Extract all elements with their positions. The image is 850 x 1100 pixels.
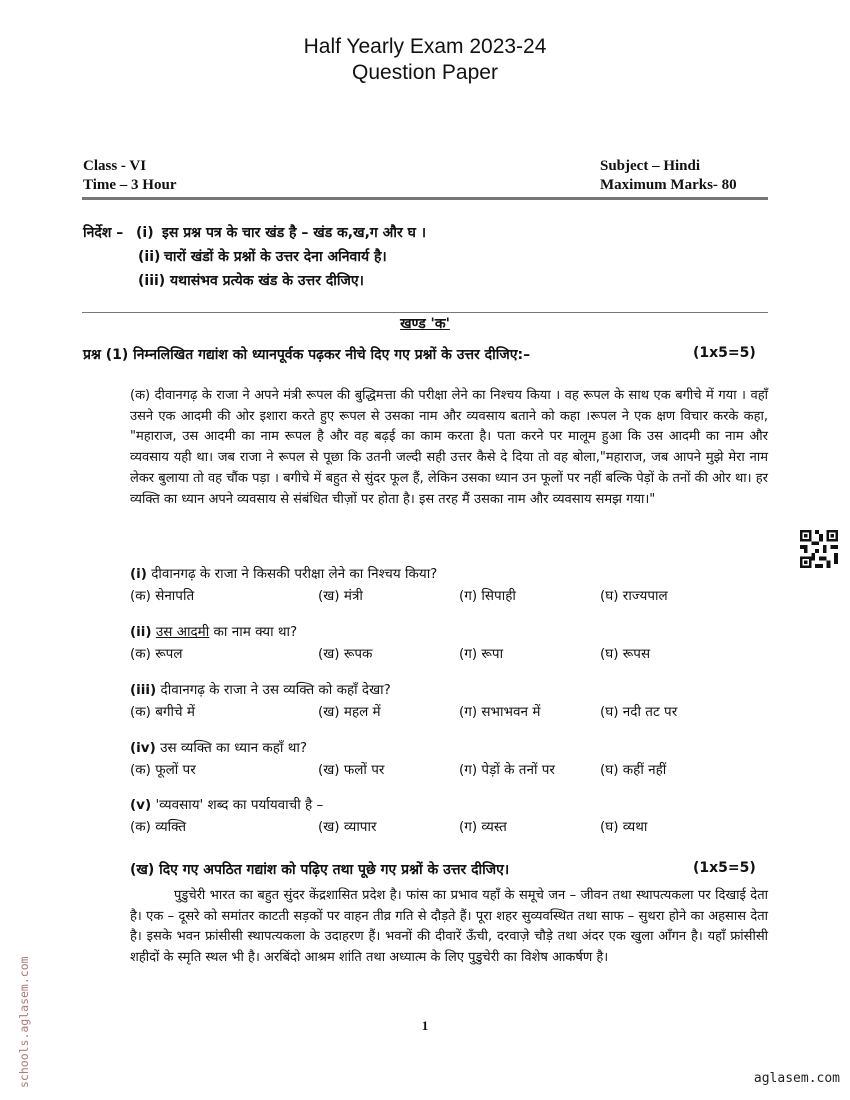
option-ka: (क) व्यक्ति	[130, 819, 187, 835]
option-ga: (ग) सभाभवन में	[459, 704, 541, 720]
time-label: Time – 3 Hour	[83, 177, 177, 193]
question-text: का नाम क्या था?	[209, 624, 298, 640]
header-divider	[82, 197, 768, 200]
question-ii	[130, 622, 297, 642]
question-number: (iv)	[130, 740, 156, 756]
question-1-marks: (1x5=5)	[693, 345, 756, 361]
option-ga: (ग) रूपा	[459, 646, 504, 662]
question-text: उस व्यक्ति का ध्यान कहाँ था?	[160, 740, 308, 756]
option-gha: (घ) रूपस	[600, 646, 651, 662]
option-ka: (क) फूलों पर	[130, 762, 196, 778]
option-ga: (ग) सिपाही	[459, 588, 516, 604]
option-kha: (ख) रूपक	[318, 646, 373, 662]
option-ga: (ग) व्यस्त	[459, 819, 507, 835]
subject-label: Subject – Hindi	[600, 158, 701, 174]
exam-subtitle: Question Paper	[352, 61, 498, 84]
option-ka: (क) रूपल	[130, 646, 183, 662]
option-ka: (क) सेनापति	[130, 588, 195, 604]
page-number: 1	[421, 1018, 429, 1033]
question-number: (ii)	[130, 624, 152, 640]
question-i	[130, 564, 437, 584]
instruction-i: इस प्रश्न पत्र के चार खंड है – खंड क,ख,ग और घ ।	[162, 225, 427, 241]
option-gha: (घ) कहीं नहीं	[600, 762, 667, 778]
side-watermark	[8, 900, 38, 1090]
passage-a: (क) दीवानगढ़ के राजा ने अपने मंत्री रूपल की बुद्धिमत्ता की परीक्षा लेने का निश्चय किया । वह रूपल के साथ एक बगीचे में गया । वहाँ उसने एक आदमी की ओर इशारा करते हुए रूपल से उसका नाम और व्यवसाय बताने को कहा ।रूपल ने एक क्षण विचार करके कहा, "महाराज, उस आदमी का नाम रूपल है और वह बढ़ई का काम करता है। पता करने पर मालूम हुआ कि उस आदमी का नाम और व्यवसाय यही था। जब राजा ने रूपल से पूछा कि उतनी जल्दी सही उत्तर कैसे दे दिया तो वह बोला,"महाराज, जब आपने मुझे मेरा नाम लेकर बुलाया तो वह चौंक पड़ा । बगीचे में बहुत से सुंदर फूल हैं, लेकिन उसका ध्यान उन फूलों पर नहीं बल्कि पेड़ों के तनों की ओर था। हर व्यक्ति का ध्यान अपने व्यवसाय से संबंधित चीज़ों पर होता है। इस तरह मैं उसका नाम और व्यवसाय समझ गया।"	[130, 388, 768, 507]
instruction-ii: चारों खंडों के प्रश्नों के उत्तर देना अनिवार्य है।	[164, 249, 387, 265]
question-number: (iii)	[130, 682, 157, 698]
option-gha: (घ) व्यथा	[600, 819, 648, 835]
question-number: (v)	[130, 797, 152, 813]
question-text: दीवानगढ़ के राजा ने किसकी परीक्षा लेने का निश्चय किया?	[151, 566, 438, 582]
question-v	[130, 795, 323, 815]
question-kha-marks: (1x5=5)	[693, 860, 756, 876]
question-kha-label: (ख) दिए गए अपठित गद्यांश को पढ़िए तथा पूछे गए प्रश्नों के उत्तर दीजिए।	[130, 862, 510, 878]
option-kha: (ख) व्यापार	[318, 819, 377, 835]
instruction-iii: यथासंभव प्रत्येक खंड के उत्तर दीजिए।	[170, 273, 364, 289]
section-heading: खण्ड 'क'	[400, 316, 450, 332]
side-watermark-text: schools.aglasem.com	[17, 956, 31, 1088]
question-text: 'व्यवसाय' शब्द का पर्यायवाची है –	[155, 797, 324, 813]
option-gha: (घ) राज्यपाल	[600, 588, 668, 604]
class-label: Class - VI	[83, 158, 147, 174]
option-kha: (ख) मंत्री	[318, 588, 363, 604]
question-iv	[130, 738, 307, 758]
option-kha: (ख) महल में	[318, 704, 381, 720]
question-underlined-text: उस आदमी	[155, 624, 210, 640]
footer-site-link[interactable]: aglasem.com	[753, 1071, 840, 1086]
question-iii	[130, 680, 391, 700]
option-kha: (ख) फलों पर	[318, 762, 385, 778]
question-1-label: प्रश्न (1) निम्नलिखित गद्यांश को ध्यानपूर्वक पढ़कर नीचे दिए गए प्रश्नों के उत्तर दीजिए:–	[83, 347, 531, 363]
instructions-label: निर्देश –	[83, 225, 124, 241]
qr-code-icon	[800, 530, 838, 568]
option-gha: (घ) नदी तट पर	[600, 704, 678, 720]
option-ga: (ग) पेड़ों के तनों पर	[459, 762, 555, 778]
section-divider	[82, 312, 768, 313]
max-marks-label: Maximum Marks- 80	[600, 177, 737, 193]
instruction-i-num: (i)	[136, 225, 154, 241]
question-number: (i)	[130, 566, 147, 582]
option-ka: (क) बगीचे में	[130, 704, 195, 720]
instruction-ii-num: (ii)	[138, 249, 161, 265]
question-text: दीवानगढ़ के राजा ने उस व्यक्ति को कहाँ देखा?	[160, 682, 391, 698]
exam-title: Half Yearly Exam 2023-24	[303, 35, 547, 58]
passage-b: पुडुचेरी भारत का बहुत सुंदर केंद्रशासित प्रदेश है। फांस का प्रभाव यहाँ के समूचे जन – जीवन तथा स्थापत्यकला पर दिखाई देता है। एक – दूसरे को समांतर काटती सड़कों पर वाहन तीव्र गति से दौड़ते हैं। पूरा शहर सुव्यवस्थित तथा साफ – सुथरा होने का अहसास देता है। इसके भवन फ्रांसीसी स्थापत्यकला के उदाहरण हैं। भवनों की दीवारें ऊँची, दरवाज़े चौड़े तथा अंदर एक खुला आँगन है। यहाँ फ्रांसीसी शहीदों के स्मृति स्थल भी है। अरबिंदो आश्रम शांति तथा अध्यात्म के लिए पुडुचेरी का विशेष आकर्षण है।	[130, 888, 768, 966]
instruction-iii-num: (iii)	[138, 273, 166, 289]
